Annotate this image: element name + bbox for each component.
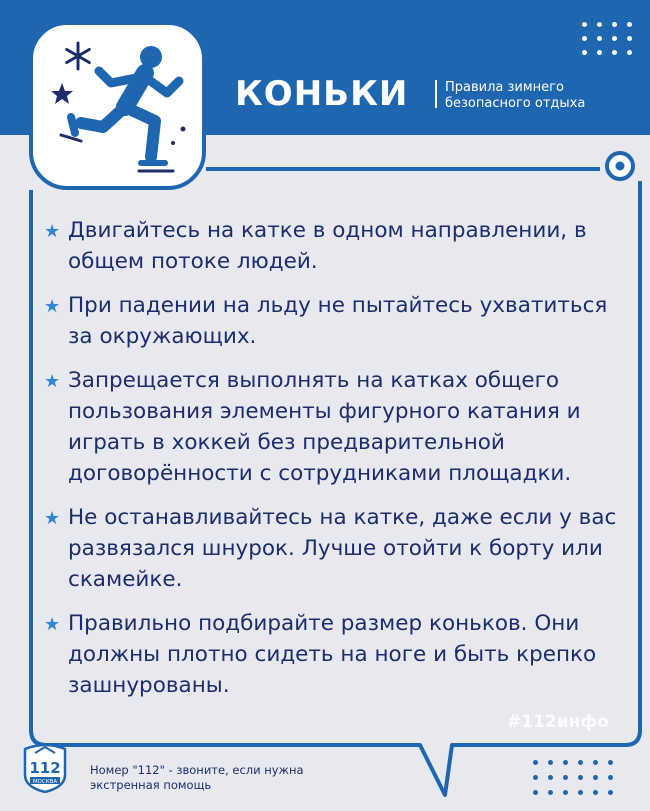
skater-icon-card bbox=[29, 21, 206, 190]
rule-text: При падении на льду не пытайтесь ухватиться за окружающих. bbox=[68, 293, 608, 349]
rule-item bbox=[44, 502, 619, 595]
skater-icon bbox=[61, 46, 186, 171]
rule-text: Двигайтесь на катке в одном направлении, в общем потоке людей. bbox=[68, 218, 587, 274]
title-divider bbox=[435, 80, 437, 108]
decorative-dots-bottom bbox=[533, 760, 614, 795]
star-bullet-icon: ★ bbox=[44, 296, 61, 317]
hashtag-label: #112инфо bbox=[507, 712, 609, 732]
rule-item bbox=[44, 215, 619, 277]
star-bullet-icon: ★ bbox=[44, 221, 61, 242]
rule-item bbox=[44, 290, 619, 352]
logo-number: 112 bbox=[29, 759, 61, 777]
page-title: КОНЬКИ bbox=[235, 74, 409, 114]
rule-text: Запрещается выполнять на катках общего пользования элементы фигурного катания и играть в хоккей без предварительной договорённости с сотрудниками площадки. bbox=[68, 368, 581, 486]
star-bullet-icon: ★ bbox=[44, 508, 61, 529]
rule-text: Правильно подбирайте размер коньков. Они должны плотно сидеть на ноге и быть крепко зашнурованы. bbox=[68, 611, 597, 698]
logo-city: МОСКВА bbox=[32, 779, 58, 785]
rule-text: Не останавливайтесь на катке, даже если у вас развязался шнурок. Лучше отойти к борту или скамейке. bbox=[68, 505, 617, 592]
rules-list bbox=[44, 215, 619, 714]
rule-item bbox=[44, 365, 619, 489]
star-bullet-icon: ★ bbox=[44, 371, 61, 392]
star-bullet-icon: ★ bbox=[44, 614, 61, 635]
rule-item bbox=[44, 608, 619, 701]
footer-emergency-text: Номер "112" - звоните, если нужна экстренная помощь bbox=[90, 763, 304, 792]
star-icon bbox=[51, 83, 73, 104]
page-subtitle: Правила зимнего безопасного отдыха bbox=[445, 80, 586, 111]
decorative-dots-top bbox=[582, 22, 633, 55]
logo-112-moscow bbox=[21, 741, 69, 793]
snowflake-icon bbox=[67, 43, 90, 69]
